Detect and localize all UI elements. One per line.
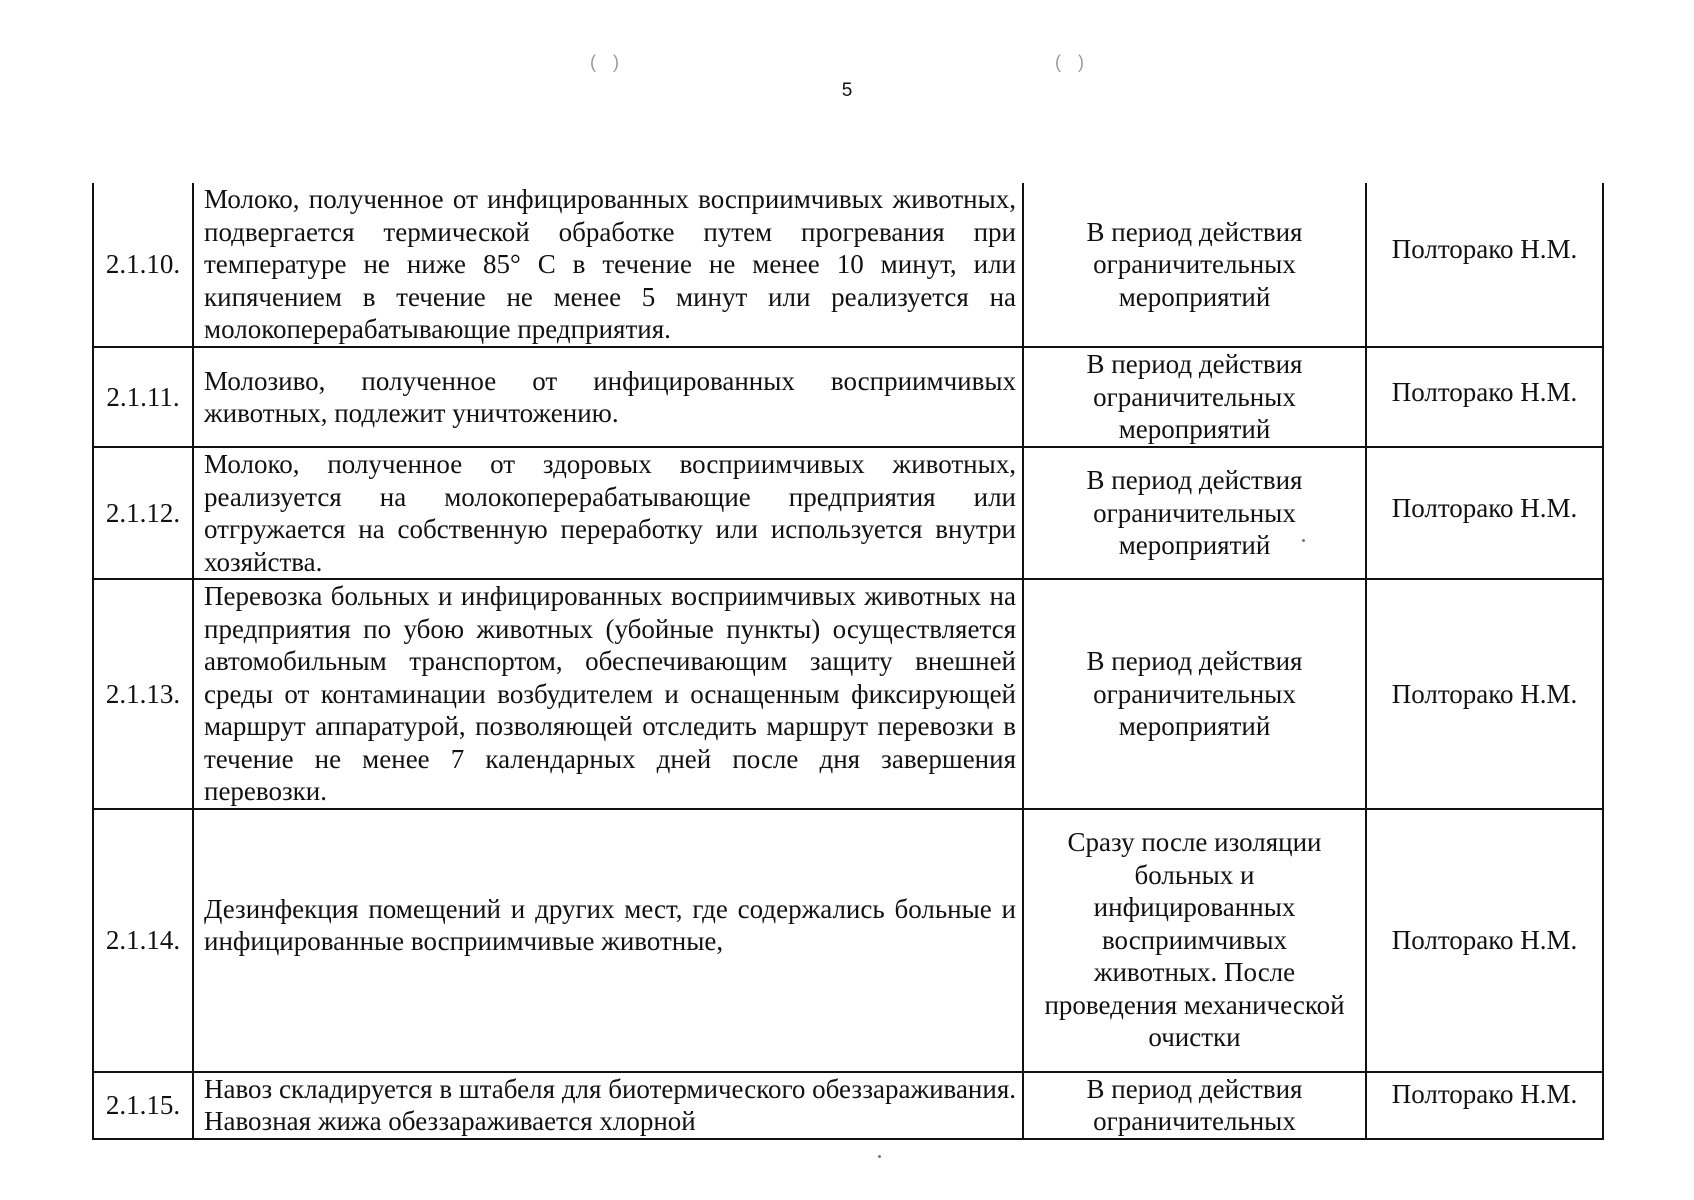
table-row — [93, 1072, 1603, 1139]
row-responsible: Полторако Н.М. — [1366, 809, 1603, 1072]
row-number: 2.1.13. — [93, 579, 193, 809]
row-description: Молоко, полученное от здоровых восприимчивых животных, реализуется на молокоперерабатывающие предприятия или отгружается на собственную переработку или используется внутри хозяйства. — [193, 447, 1023, 579]
row-period: В период действия ограничительных мероприятий — [1023, 579, 1366, 809]
row-description: Перевозка больных и инфицированных восприимчивых животных на предприятия по убою животных (убойные пункты) осуществляется автомобильным транспортом, обеспечивающим защиту внешней среды от контаминации возбудителем и оснащенным фиксирующей маршрут аппаратурой, позволяющей отследить маршрут перевозки в течение не менее 7 календарных дней после дня завершения перевозки. — [193, 579, 1023, 809]
row-responsible: Полторако Н.М. — [1366, 1072, 1603, 1139]
scan-speck — [878, 1155, 881, 1158]
table-row — [93, 347, 1603, 447]
scan-mark-right: ( ) — [1055, 52, 1090, 72]
row-period: В период действия ограничительных мероприятий — [1023, 347, 1366, 447]
table-row — [93, 447, 1603, 579]
row-number: 2.1.11. — [93, 347, 193, 447]
row-period: В период действия ограничительных мероприятий — [1023, 447, 1366, 579]
row-period: Сразу после изоляции больных и инфицированных восприимчивых животных. После проведения механической очистки — [1023, 809, 1366, 1072]
row-period: В период действия ограничительных мероприятий — [1023, 183, 1366, 347]
table-row — [93, 579, 1603, 809]
page-number: 5 — [841, 80, 853, 101]
row-number: 2.1.12. — [93, 447, 193, 579]
scan-speck — [1302, 539, 1305, 542]
row-description: Навоз складируется в штабеля для биотермического обеззараживания. Навозная жижа обеззараживается хлорной — [193, 1072, 1023, 1139]
row-number: 2.1.15. — [93, 1072, 193, 1139]
measures-table — [92, 183, 1604, 1140]
row-responsible: Полторако Н.М. — [1366, 183, 1603, 347]
row-description: Дезинфекция помещений и других мест, где содержались больные и инфицированные восприимчивые животные, — [193, 809, 1023, 1072]
row-responsible: Полторако Н.М. — [1366, 579, 1603, 809]
row-responsible: Полторако Н.М. — [1366, 347, 1603, 447]
row-description: Молоко, полученное от инфицированных восприимчивых животных, подвергается термической обработке путем прогревания при температуре не ниже 85° С в течение не менее 10 минут, или кипячением в течение не менее 5 минут или реализуется на молокоперерабатывающие предприятия. — [193, 183, 1023, 347]
table-row — [93, 809, 1603, 1072]
row-period: В период действия ограничительных — [1023, 1072, 1366, 1139]
row-description: Молозиво, полученное от инфицированных восприимчивых животных, подлежит уничтожению. — [193, 347, 1023, 447]
row-number: 2.1.14. — [93, 809, 193, 1072]
table-row — [93, 183, 1603, 347]
row-responsible: Полторако Н.М. — [1366, 447, 1603, 579]
scan-mark-left: ( ) — [590, 52, 625, 72]
row-number: 2.1.10. — [93, 183, 193, 347]
